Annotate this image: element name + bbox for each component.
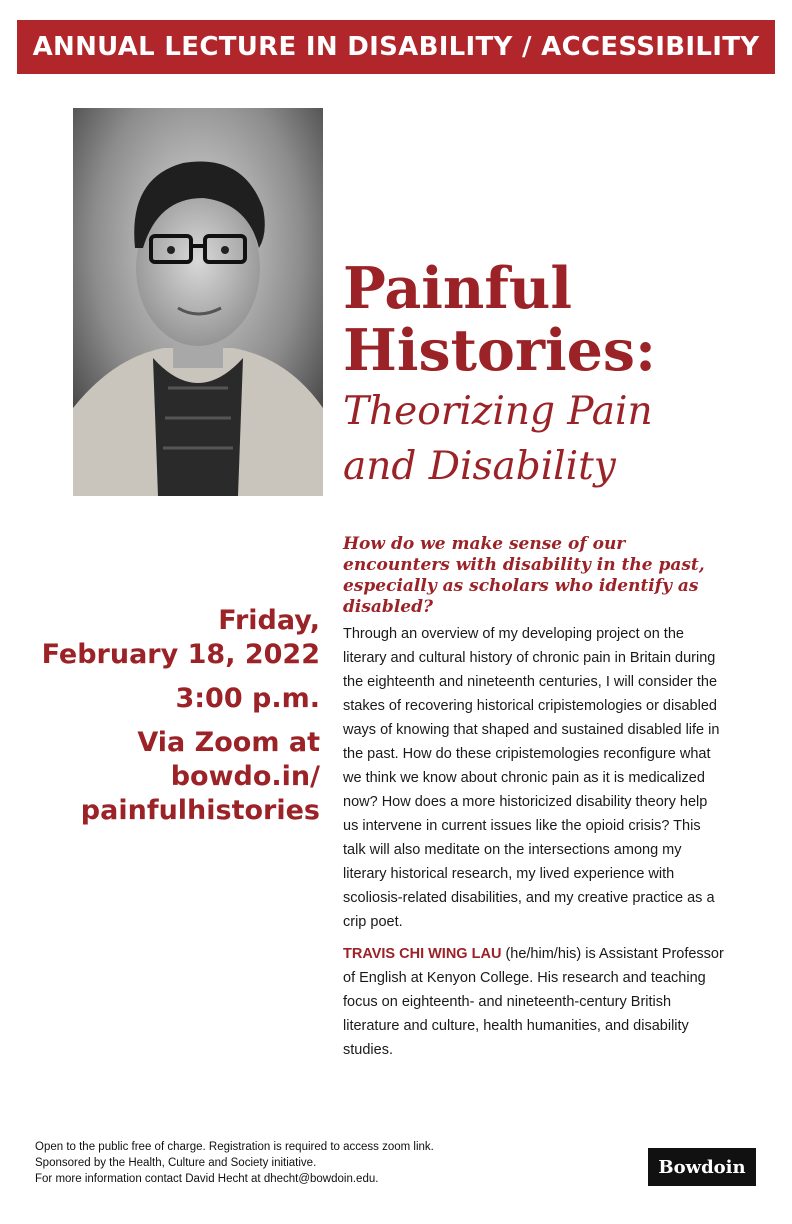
event-day: Friday, [218,605,320,636]
speaker-photo [73,108,323,496]
abstract-text: Through an overview of my developing project on the literary and cultural history of chronic pain in Britain during the eighteenth and nineteenth centuries, I will consider the stakes of recovering historical cripistemologies or disabled ways of knowing that shaped and sustained disabled life in the past. How do these cripistemologies reconfigure what we think we know about chronic pain as it is medicalized now? How does a more historicized disability theory help us intervene in current issues like the opioid crisis? This talk will also meditate on the intersections among my literary historical research, my lived experience with scoliosis-related disabilities, and my creative practice as a crip poet. [343,626,720,930]
speaker-bio-text: (he/him/his) is Assistant Professor of English at Kenyon College. His research and teaching focus on eighteenth- and nineteenth-century British literature and culture, health humanities, and disability studies. [343,946,724,1058]
lead-question: How do we make sense of our encounters with disability in the past, especially as scholars who identify as disabled? [343,534,705,617]
speaker-portrait-image [73,108,323,496]
banner-title: ANNUAL LECTURE IN DISABILITY / ACCESSIBILITY [32,32,760,62]
footer-line-1: Open to the public free of charge. Registration is required to access zoom link. [35,1141,434,1153]
logo-text: Bowdoin [658,1156,746,1178]
event-time: 3:00 p.m. [175,683,320,714]
speaker-bio [343,942,725,1062]
event-date: February 18, 2022 [41,639,320,670]
title-line-1: Painful [343,255,572,322]
footer-line-2: Sponsored by the Health, Culture and Society initiative. [35,1157,317,1169]
bowdoin-logo [648,1148,756,1186]
footer-notes [35,1139,434,1187]
event-venue-line-2: bowdo.in/ [170,761,320,792]
event-venue-line-3: painfulhistories [80,795,320,826]
lecture-description [343,534,725,1062]
footer-line-3: For more information contact David Hecht at dhecht@bowdoin.edu. [35,1173,379,1185]
subtitle-line-1: Theorizing Pain [343,389,653,434]
header-banner [17,20,775,74]
event-venue-line-1: Via Zoom at [137,727,320,758]
lecture-title [343,255,763,492]
subtitle-line-2: and Disability [343,444,616,489]
speaker-name: TRAVIS CHI WING LAU [343,946,502,962]
title-line-2: Histories: [343,317,657,384]
event-details [30,604,320,828]
